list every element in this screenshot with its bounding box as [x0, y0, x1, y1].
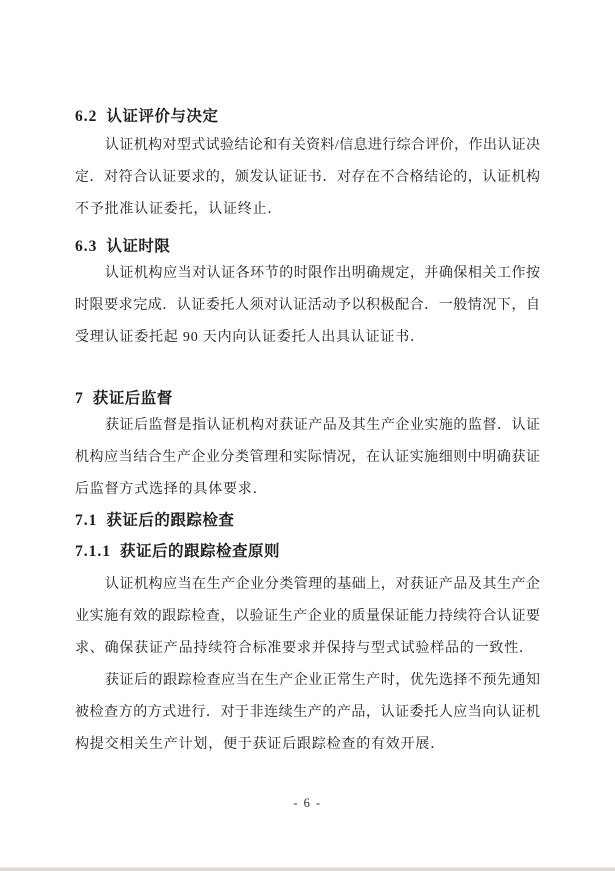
heading-number: 7.1.1 [75, 543, 111, 560]
footer-page-number: - 6 - [293, 796, 322, 810]
section-heading-7 [75, 388, 540, 410]
paragraph [75, 569, 540, 665]
heading-number: 6.2 [75, 108, 98, 125]
paragraph [75, 258, 540, 354]
text-line: 认证机构应当在生产企业分类管理的基础上，对获证产品及其生产企 [105, 577, 540, 592]
text-line: 时限要求完成．认证委托人须对认证活动予以积极配合．一般情况下，自 [75, 298, 540, 313]
text-line: 不予批准认证委托，认证终止． [75, 202, 283, 217]
heading-title: 获证后的跟踪检查原则 [120, 543, 281, 560]
document-content [75, 106, 540, 761]
heading-title: 获证后监督 [92, 390, 173, 407]
text-line: 业实施有效的跟踪检查，以验证生产企业的质量保证能力持续符合认证要 [75, 609, 540, 624]
text-line: 定．对符合认证要求的，颁发认证证书．对存在不合格结论的，认证机构 [75, 170, 540, 185]
text-line: 后监督方式选择的具体要求． [75, 482, 268, 497]
text-line: 被检查方的方式进行．对于非连续生产的产品，认证委托人应当向认证机 [75, 705, 540, 720]
paragraph [75, 665, 540, 761]
section-heading-6-3 [75, 236, 540, 258]
section-heading-6-2 [75, 106, 540, 128]
heading-title: 认证评价与决定 [106, 108, 219, 125]
text-line: 求、确保获证产品持续符合标准要求并保持与型式试验样品的一致性． [75, 641, 534, 656]
page-bottom-edge [0, 867, 615, 871]
paragraph [75, 130, 540, 226]
heading-number: 7.1 [75, 512, 98, 529]
text-line: 获证后的跟踪检查应当在生产企业正常生产时，优先选择不预先通知 [105, 673, 540, 688]
text-line: 认证机构应当对认证各环节的时限作出明确规定，并确保相关工作按 [105, 266, 540, 281]
text-line: 机构应当结合生产企业分类管理和实际情况，在认证实施细则中明确获证 [75, 450, 540, 465]
section-heading-7-1 [75, 510, 540, 532]
heading-number: 6.3 [75, 238, 98, 255]
heading-title: 获证后的跟踪检查 [106, 512, 235, 529]
text-line: 获证后监督是指认证机构对获证产品及其生产企业实施的监督．认证 [105, 418, 540, 433]
text-line: 认证机构对型式试验结论和有关资料/信息进行综合评价，作出认证决 [105, 138, 540, 153]
text-line: 受理认证委托起 90 天内向认证委托人出具认证证书． [75, 330, 425, 345]
text-line: 构提交相关生产计划，便于获证后跟踪检查的有效开展． [75, 737, 445, 752]
heading-number: 7 [75, 390, 84, 407]
paragraph [75, 410, 540, 506]
section-heading-7-1-1 [75, 541, 540, 563]
heading-title: 认证时限 [106, 238, 171, 255]
